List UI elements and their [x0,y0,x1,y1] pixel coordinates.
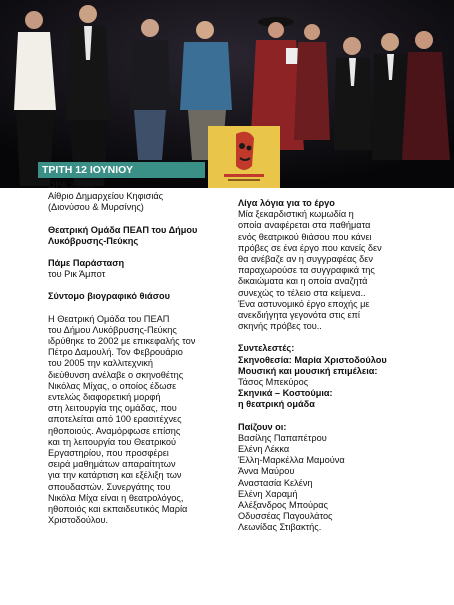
bio-line: και τη λειτουργία του Θεατρικού [48,436,177,447]
about-line: σκηνής πρόβες του.. [238,321,322,332]
about-heading: Λίγα λόγια για το έργο [238,198,335,208]
bio-line: του 2005 την καλλιτεχνική [48,358,153,369]
group-name-line-2: Λυκόβρυσης-Πεύκης [48,235,139,246]
cast-member: Ελένη Λέκκα [238,444,290,455]
about-line: Μία ξεκαρδιστική κωμωδία η [238,209,354,220]
play-title: Πάμε Παράσταση [48,258,125,269]
credit-music-value: Τάσος Μπεκύρος [238,377,309,388]
event-time: ΩΡΑ 21:00 [48,180,94,190]
cast-list [238,433,414,534]
bio-line: στη λειτουργία της ομάδας, που [48,403,177,414]
bio-line: για την κατάρτιση και εξέλιξη των [48,470,182,481]
about-line: δικαιώματα και η οποία αναζητά [238,276,368,287]
venue-name: Αίθριο Δημαρχείου Κηφισιάς [48,191,164,202]
cast-member: Αναστασία Κελένη [238,477,313,488]
left-column [48,180,223,526]
about-line: συνεχώς το τέλειο στα κείμενα.. [238,287,366,298]
credit-sets-label: Σκηνικά – Κοστούμια: [238,388,333,399]
about-line: Ένα αστυνομικό έργο εποχής με [238,298,370,309]
cast-member: Ελένη Χαραμή [238,488,298,499]
cast-member: Βασίλης Παπαπέτρου [238,432,327,443]
credits-heading: Συντελεστές: [238,343,295,354]
play-author: του Ρικ Άμποτ [48,269,106,280]
bio-line: Νικόλα Μίχα είναι η θεατρολόγος, [48,492,184,503]
bio-line: διεύθυνση ανέλαβε ο σκηνοθέτης [48,369,184,380]
credit-direction: Σκηνοθεσία: Μαρία Χριστοδούλου [238,354,387,365]
bio-line: σειρά μαθημάτων απαραίτητων [48,459,176,470]
group-name-line-1: Θεατρική Ομάδα ΠΕΑΠ του Δήμου [48,224,198,235]
about-line: οποία αναφέρεται στα παθήματα [238,220,371,231]
bio-heading: Σύντομο βιογραφικό θιάσου [48,291,170,302]
cast-member: Έλλη-Μαρκέλλα Μαμούνα [238,455,345,466]
bio-line: εντελώς διαφορετική μορφή [48,392,161,403]
credit-music-label: Μουσική και μουσική επιμέλεια: [238,365,378,376]
cast-member: Οδυσσέας Παγουλάτος [238,511,333,522]
bio-line: Νικόλας Μίχας, ο οποίος έδωσε [48,380,177,391]
about-line: παραχωρούσε τα συγγραφικά της [238,265,375,276]
right-column [238,198,414,534]
cast-member: Λεωνίδας Στιβακτής. [238,522,322,533]
cast-member: Άννα Μαύρου [238,466,295,477]
bio-line: Πέτρο Δαμουλή. Τον Φεβρουάριο [48,347,183,358]
festival-logo [208,126,280,188]
about-line: ανεκδιήγητα γεγονότα στις επί [238,310,360,321]
venue-address: (Διονύσου & Μυρσίνης) [48,202,144,213]
bio-line: Χριστοδούλου. [48,515,109,526]
about-line: ενός θεατρικού θιάσου που κάνει [238,231,372,242]
credit-sets-value: η θεατρική ομάδα [238,399,315,410]
bio-line: αποτελείται από 100 ερασιτέχνες [48,414,182,425]
bio-text [48,314,223,527]
bio-line: ηθοποιός και εκπαιδευτικός Μαρία [48,504,188,515]
cast-member: Αλέξανδρος Μπούρας [238,500,328,511]
bio-line: Η Θεατρική Ομάδα του ΠΕΑΠ [48,313,170,324]
bio-line: ιδρύθηκε το 2002 με επικεφαλής τον [48,336,196,347]
bio-line: Εργαστηρίου, που προσφέρει [48,448,169,459]
cast-heading: Παίζουν οι: [238,421,287,432]
bio-line: σπουδαστών. Συνεργάτης του [48,481,171,492]
bio-line: του Δήμου Λυκόβρυσης-Πεύκης [48,324,177,335]
about-text [238,209,414,332]
event-date: ΤΡΙΤΗ 12 ΙΟΥΝΙΟΥ [38,162,205,178]
about-line: θα ανέβαζε αν η συγγραφέας δεν [238,254,373,265]
bio-line: ηθοποιούς. Αναμόρφωσε επίσης [48,425,181,436]
about-line: πρόβες σε ένα έργο που κανείς δεν [238,242,382,253]
